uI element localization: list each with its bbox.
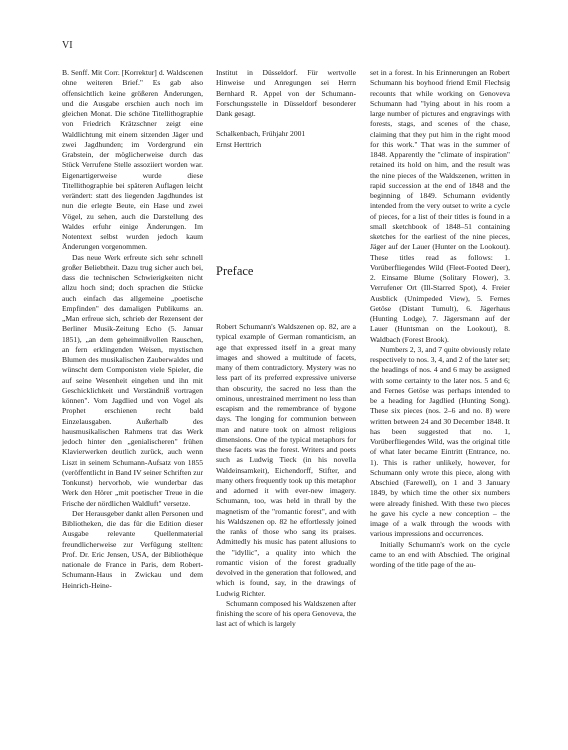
- section-title: Preface: [216, 264, 254, 278]
- paragraph: Institut in Düsseldorf. Für wertvolle Hinweise und Anregungen sei Herrn Bernhard R. Appel von der Schumann-Forschungsstelle in Düsseldorf besonderer Dank gesagt.: [216, 68, 356, 118]
- paragraph: Der Herausgeber dankt allen Personen und Bibliotheken, die das für die Edition dieser Ausgabe relevante Quellenmaterial freundlicherweise zur Verfügung stellten: Prof. Dr. Eric Jensen, USA, der Bibliothèque nationale de France in Paris, dem Robert-Schumann-Haus in Zwickau und dem Heinrich-Heine-: [62, 508, 203, 590]
- paragraph: set in a forest. In his Erinnerungen an Robert Schumann his boyhood friend Emil Flechsig recounts that while working on Genoveva Schumann had "lying about in his room a large number of pictures and engravings with forests, stags, and scenes of the chase, claiming that they put him in the right mood for this work." That was in the summer of 1848. Apparently the "climate of inspiration" retained its hold on him, and the result was the nine pieces of the Waldszenen, written in rapid succession at the end of 1848 and the beginning of 1849. Schumann evidently intended from the very outset to write a cycle of pieces, for a list of their titles is found in a small sketchbook of 1848–51 containing sketches for the earliest of the nine pieces, Jäger auf der Lauer (Hunter on the Lookout). These titles read as follows: 1. Vorüberfliegendes Wild (Fleet-Footed Deer), 2. Einsame Blume (Solitary Flower), 3. Verrufener Ort (Ill-Starred Spot), 4. Freier Ausblick (Unimpeded View), 5. Fernes Getöse (Distant Tumult), 6. Jägerhaus (Hunting Lodge), 7. Jägersmann auf der Lauer (Huntsman on the Lookout), 8. Waldbach (Forest Brook).: [370, 68, 510, 344]
- signature-place-date: Schalkenbach, Frühjahr 2001: [216, 129, 306, 139]
- column-acknowledgement: [216, 68, 356, 150]
- paragraph: Das neue Werk erfreute sich sehr schnell großer Beliebtheit. Dazu trug sicher auch bei, dass die technischen Schwierigkeiten nicht allzu hoch sind; doch sprachen die Stücke auch einfach das allgemeine „poetische Empfinden" des damaligen Publikums an. „Man erfreue sich, schrieb der Rezensent der Berliner Musik-Zeitung Echo (5. Januar 1851), „an dem geheimnißvollen Rauschen, an fern erklingenden Weisen, mystischen Blumen des musikalischen Zauberwaldes und wünscht dem Componisten viele Spieler, die auf seine Wesenheit eingehen und ihn mit Geschicklichkeit und Verständniß vortragen können". Vom Jagdlied und von Vogel als Prophet erschienen recht bald Einzelausgaben. Außerhalb des hausmusikalischen Rahmens trat das Werk jedoch hinter den „genialischeren" frühen Klavierwerken deutlich zurück, auch wenn Liszt in seinem Schumann-Aufsatz von 1855 (veröffentlicht in Band IV seiner Schriften zur Tonkunst) hervorhob, wie wunderbar das Werk den Hörer „mit poetischer Treue in die Frische der nördlichen Waldluft" versetze.: [62, 252, 203, 508]
- column-preface-continued: [370, 68, 510, 570]
- page-number: VI: [62, 40, 73, 51]
- column-german-text: [62, 68, 203, 591]
- paragraph: B. Senff. Mit Corr. [Korrektur] d. Waldscenen ohne weiteren Brief." Es gab also offensichtlich keine größeren Änderungen, und die Ausgabe erschien auch noch im gleichen Monat. Die schöne Titellithographie von Friedrich Krätzschner zeigt eine Waldlichtung mit einem sitzenden Jäger und zwei Jagdhunden; im Vordergrund ein Grabstein, der möglicherweise durch das Stück Verrufene Stelle assoziiert worden war. Eigenartigerweise wurde diese Titellithographie bei späteren Auflagen leicht verändert: statt des liegenden Jagdhundes ist nun die erlegte Beute, ein Hase und zwei Vögel, zu sehen, auch die Darstellung des Waldes erfuhr einige Änderungen. Im Notentext selbst wurden jedoch kaum Änderungen vorgenommen.: [62, 68, 203, 252]
- signature-name: Ernst Herttrich: [216, 139, 262, 149]
- paragraph: Schumann composed his Waldszenen after finishing the score of his opera Genoveva, the last act of which is largely: [216, 598, 356, 629]
- paragraph: Robert Schumann's Waldszenen op. 82, are a typical example of German romanticism, an age that expressed itself in a great many images and showed a multitude of facets, many of them contradictory. Mystery was no less part of its preferred expressive universe than obscurity, the sacred no less than the ominous, unrestrained merriment no less than escapism and the remembrance of bygone days. The longing for communion between man and nature took on almost religious dimensions. One of the typical metaphors for these facets was the forest. Writers and poets such as Ludwig Tieck (in his novella Waldeinsamkeit), Eichendorff, Stifter, and many others frequently took up this metaphor and adorned it with ever-new imagery. Schumann, too, was held in thrall by the magnetism of the "romantic forest", and with his Waldszenen op. 82 he effortlessly joined the ranks of those who sang its praises. Admittedly his music has patent allusions to the "idyllic", a quality into which the romantic vision of the forest gradually devolved in the generation that followed, and which is found, say, in the drawings of Ludwig Richter.: [216, 322, 356, 598]
- paragraph: Numbers 2, 3, and 7 quite obviously relate respectively to nos. 3, 4, and 2 of the later set; the headings of nos. 4 and 6 may be assigned with some certainty to the later nos. 5 and 6; and Fernes Getöse was perhaps intended to be a heading for Jagdlied (Hunting Song). These six pieces (nos. 2–6 and no. 8) were written between 24 and 30 December 1848. It has been suggested that no. 1, Vorüberfliegendes Wild, was the original title of what later became Eintritt (Entrance, no. 1). This is rather unlikely, however, for Schumann only wrote this piece, along with Abschied (Farewell), on 1 and 3 January 1849, by which time the other six numbers were already finished. With these two pieces he gave his cycle a new conception – the image of a walk through the woods with various impressions and occurrences.: [370, 344, 510, 539]
- column-preface-text: [216, 322, 356, 630]
- paragraph: Initially Schumann's work on the cycle came to an end with Abschied. The original wording of the title page of the au-: [370, 539, 510, 569]
